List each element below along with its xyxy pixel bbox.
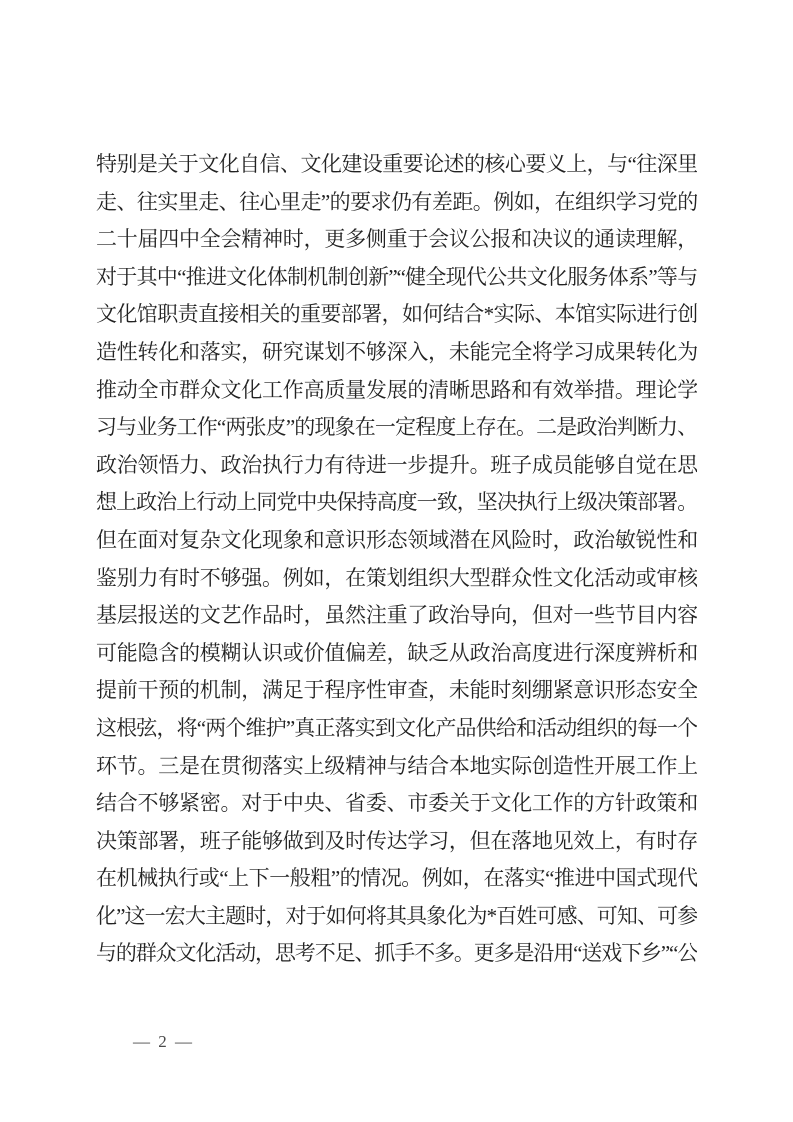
text-line: 提前干预的机制，满足于程序性审查，未能时刻绷紧意识形态安全	[96, 678, 697, 703]
text-line: 习与业务工作“两张皮”的现象在一定程度上存在。二是政治判断力、	[96, 415, 697, 440]
text-line: 文化馆职责直接相关的重要部署，如何结合*实际、本馆实际进行创	[96, 302, 697, 327]
text-line: 决策部署，班子能够做到及时传达学习，但在落地见效上，有时存	[96, 828, 697, 853]
text-line: 想上政治上行动上同党中央保持高度一致，坚决执行上级决策部署。	[96, 490, 697, 515]
text-line: 可能隐含的模糊认识或价值偏差，缺乏从政治高度进行深度辨析和	[96, 640, 697, 665]
text-line: 二十届四中全会精神时，更多侧重于会议公报和决议的通读理解，	[96, 227, 697, 252]
page-number: — 2 —	[133, 1032, 194, 1051]
text-line: 造性转化和落实，研究谋划不够深入，未能完全将学习成果转化为	[96, 339, 697, 364]
text-line: 基层报送的文艺作品时，虽然注重了政治导向，但对一些节目内容	[96, 603, 697, 628]
text-line: 在机械执行或“上下一般粗”的情况。例如，在落实“推进中国式现代	[96, 866, 697, 891]
text-line: 鉴别力有时不够强。例如，在策划组织大型群众性文化活动或审核	[96, 565, 697, 590]
text-line: 推动全市群众文化工作高质量发展的清晰思路和有效举措。理论学	[96, 377, 697, 402]
text-line: 政治领悟力、政治执行力有待进一步提升。班子成员能够自觉在思	[96, 452, 697, 477]
text-line: 对于其中“推进文化体制机制创新”“健全现代公共文化服务体系”等与	[96, 264, 697, 289]
text-line: 化”这一宏大主题时，对于如何将其具象化为*百姓可感、可知、可参	[96, 903, 697, 928]
text-line: 环节。三是在贯彻落实上级精神与结合本地实际创造性开展工作上	[96, 753, 697, 778]
text-line: 这根弦，将“两个维护”真正落实到文化产品供给和活动组织的每一个	[96, 715, 697, 740]
text-line: 特别是关于文化自信、文化建设重要论述的核心要义上，与“往深里	[96, 152, 697, 176]
text-line: 但在面对复杂文化现象和意识形态领域潜在风险时，政治敏锐性和	[96, 527, 697, 552]
text-line: 结合不够紧密。对于中央、省委、市委关于文化工作的方针政策和	[96, 791, 697, 816]
text-line: 与的群众文化活动，思考不足、抓手不多。更多是沿用“送戏下乡”“公	[96, 941, 697, 966]
text-line: 走、往实里走、往心里走”的要求仍有差距。例如，在组织学习党的	[96, 189, 697, 214]
body-text	[96, 146, 697, 973]
